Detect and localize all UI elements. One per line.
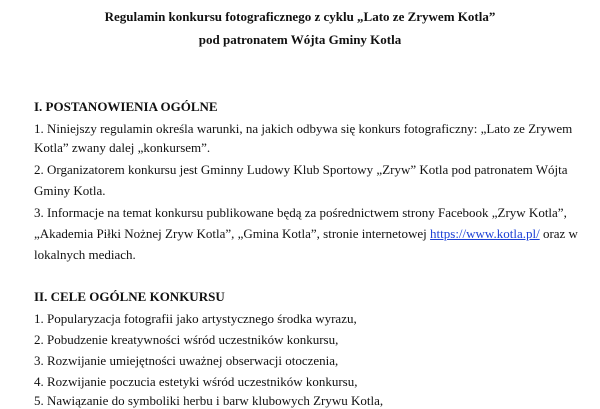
paragraph-line: Kotla” zwany dalej „konkursem”. [34, 140, 211, 155]
list-item: 1. Popularyzacja fotografii jako artystycznego środka wyrazu, [34, 311, 357, 326]
paragraph-text: oraz w [539, 226, 578, 241]
paragraph-line-with-link [34, 226, 578, 242]
document-title: Regulamin konkursu fotograficznego z cyklu „Lato ze Zrywem Kotla” [104, 9, 496, 24]
kotla-website-link[interactable]: https://www.kotla.pl/ [430, 226, 540, 241]
document-subtitle: pod patronatem Wójta Gminy Kotla [198, 32, 402, 47]
list-item: 2. Pobudzenie kreatywności wśród uczestników konkursu, [34, 332, 339, 347]
list-item: 4. Rozwijanie poczucia estetyki wśród uczestników konkursu, [34, 374, 358, 389]
list-item: 5. Nawiązanie do symboliki herbu i barw klubowych Zrywu Kotla, [34, 393, 384, 408]
paragraph-line: Gminy Kotla. [34, 183, 106, 198]
paragraph-line: 2. Organizatorem konkursu jest Gminny Ludowy Klub Sportowy „Zryw” Kotla pod patronatem Wójta [34, 162, 568, 177]
paragraph-line: 1. Niniejszy regulamin określa warunki, na jakich odbywa się konkurs fotograficzny: „Lato ze Zrywem [34, 121, 573, 136]
section-heading-goals: II. CELE OGÓLNE KONKURSU [34, 289, 225, 304]
list-item: 3. Rozwijanie umiejętności uważnej obserwacji otoczenia, [34, 353, 339, 368]
paragraph-line: lokalnych mediach. [34, 247, 136, 262]
paragraph-line: 3. Informacje na temat konkursu publikowane będą za pośrednictwem strony Facebook „Zryw Kotla”, [34, 205, 567, 220]
section-heading-general: I. POSTANOWIENIA OGÓLNE [34, 99, 218, 114]
paragraph-text: „Akademia Piłki Nożnej Zryw Kotla”, „Gmina Kotla”, stronie internetowej [34, 226, 431, 241]
